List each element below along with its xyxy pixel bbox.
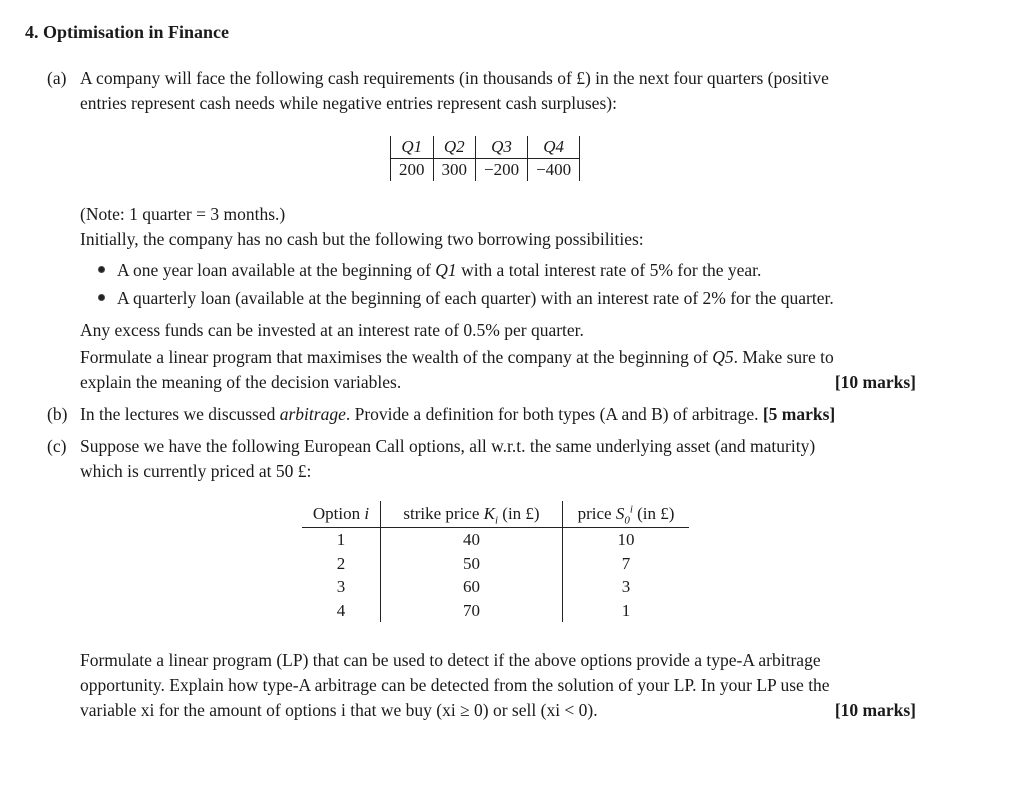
cash-table-header-row <box>391 136 580 159</box>
part-c-intro-line1: Suppose we have the following European Call options, all w.r.t. the same underlying asset (and maturity) <box>80 436 816 456</box>
part-a-marks: [10 marks] <box>834 372 916 392</box>
question-heading <box>25 22 229 43</box>
quarter-note: (Note: 1 quarter = 3 months.) <box>80 204 286 224</box>
excess-funds-text: Any excess funds can be invested at an interest rate of 0.5% per quarter. <box>80 320 584 340</box>
cash-table-value-row <box>391 159 580 182</box>
options-table <box>302 501 689 622</box>
header-option-i: Option i <box>302 501 381 528</box>
formulate-lp-line2: explain the meaning of the decision variables. <box>80 372 402 392</box>
cash-requirements-table <box>390 136 580 181</box>
part-c-intro-line2: which is currently priced at 50 £: <box>80 461 312 481</box>
part-a-label: (a) <box>47 68 67 88</box>
part-a-intro-line2: entries represent cash needs while negative entries represent cash surpluses): <box>80 93 617 113</box>
cash-header-q3: Q3 <box>476 136 528 159</box>
table-row: 1 40 10 <box>302 528 689 552</box>
part-a-intro-line1: A company will face the following cash requirements (in thousands of £) in the next four quarters (positive <box>80 68 829 88</box>
table-row: 3 60 3 <box>302 575 689 599</box>
part-c-marks: [10 marks] <box>834 700 916 720</box>
lp-question-line3: variable xi for the amount of options i that we buy (xi ≥ 0) or sell (xi < 0). <box>80 700 598 720</box>
bullet-one-year-loan: A one year loan available at the beginning of Q1 with a total interest rate of 5% for the year. <box>117 260 762 280</box>
bullet-dot-2 <box>98 294 105 301</box>
cash-value-q1: 200 <box>391 159 434 182</box>
part-c-label: (c) <box>47 436 67 456</box>
question-title: Optimisation in Finance <box>43 22 230 42</box>
question-number: 4. <box>25 22 39 42</box>
cash-header-q1: Q1 <box>391 136 434 159</box>
lp-question-line1: Formulate a linear program (LP) that can be used to detect if the above options provide a type-A arbitrage <box>80 650 821 670</box>
cash-value-q3: −200 <box>476 159 528 182</box>
table-row: 2 50 7 <box>302 552 689 576</box>
options-table-header-row <box>302 501 689 528</box>
formulate-lp-line1: Formulate a linear program that maximises the wealth of the company at the beginning of Q5. Make sure to <box>80 347 834 367</box>
part-b-text: In the lectures we discussed arbitrage. Provide a definition for both types (A and B) of arbitrage. [5 marks] <box>80 404 836 424</box>
bullet-quarterly-loan: A quarterly loan (available at the beginning of each quarter) with an interest rate of 2% for the quarter. <box>117 288 834 308</box>
header-strike-price: strike price $K_i$ (in £) <box>381 501 563 528</box>
header-price: price $S_0^i$ (in £) <box>563 501 690 528</box>
q1-symbol: Q1 <box>435 260 457 280</box>
bullet-dot-1 <box>98 266 105 273</box>
arbitrage-term: arbitrage <box>279 404 346 424</box>
table-row: 4 70 1 <box>302 599 689 623</box>
part-b-label: (b) <box>47 404 68 424</box>
cash-value-q2: 300 <box>433 159 476 182</box>
lp-question-line2: opportunity. Explain how type-A arbitrage can be detected from the solution of your LP. In your LP use the <box>80 675 830 695</box>
cash-value-q4: −400 <box>528 159 580 182</box>
cash-header-q2: Q2 <box>433 136 476 159</box>
cash-header-q4: Q4 <box>528 136 580 159</box>
q5-symbol: Q5 <box>712 347 734 367</box>
initial-borrowing-text: Initially, the company has no cash but the following two borrowing possibilities: <box>80 229 644 249</box>
part-b-marks: [5 marks] <box>762 404 836 424</box>
